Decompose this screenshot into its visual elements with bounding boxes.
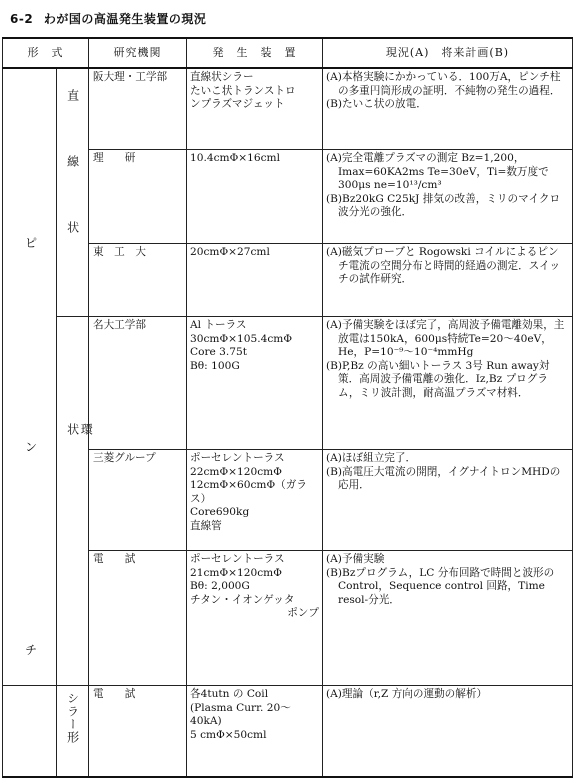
institution-cell: 電 試 — [89, 686, 187, 778]
device-line: 30cmΦ×105.4cmΦ — [190, 332, 293, 345]
device-line: 20cmΦ×27cml — [190, 246, 270, 258]
type-pinch-char: チ — [25, 643, 38, 657]
institution-cell: 三菱グループ — [89, 450, 187, 551]
device-line: 21cmΦ×120cmΦ — [190, 566, 282, 579]
device-cell — [187, 150, 323, 244]
status-cell — [323, 150, 573, 244]
type-toroidal-cell — [57, 317, 94, 686]
device-cell — [187, 68, 323, 150]
table-title-text: わが国の高温発生装置の現況 — [43, 12, 207, 26]
table-number: 6-2 — [10, 12, 34, 26]
device-line: Bθ: 100G — [190, 359, 240, 372]
device-line: ポーセレントーラス — [190, 553, 285, 565]
status-line: (A)本格実験にかかっている．100万A，ピンチ柱の多重円筒形成の証明．不純物の発生の過程． — [326, 71, 561, 97]
status-line: (B)たいこ状の放電． — [326, 98, 427, 111]
type-toroidal-label: 環状 — [65, 423, 94, 615]
type-blank-cell — [3, 686, 57, 778]
device-line: 直線管 — [190, 519, 222, 532]
device-cell — [187, 450, 323, 551]
device-line: ポーセレントーラス — [190, 452, 285, 464]
header-institution: 研究機関 — [89, 38, 187, 68]
status-cell — [323, 244, 573, 317]
status-line: (A)予備実験をほぼ完了，高周波予備電離効果，主放電は150kA，600μs特続Te=20～40eV，He，P=10⁻⁹～10⁻⁴mmHg — [326, 319, 565, 359]
status-line: (A)理論（r,Z 方向の運動の解析） — [326, 688, 488, 700]
type-cylinder-cell — [57, 686, 89, 778]
type-cylinder-label: シラー形 — [65, 692, 80, 744]
device-line: Core 3.75t — [190, 346, 248, 359]
header-device: 発 生 装 置 — [187, 38, 323, 68]
device-line: Core690kg — [190, 506, 250, 519]
status-line: (A)ほぼ組立完了． — [326, 452, 417, 464]
status-table — [2, 37, 573, 778]
device-line: 5 cmΦ×50cml — [190, 728, 267, 741]
device-line: 10.4cmΦ×16cml — [190, 152, 280, 164]
institution-cell: 理 研 — [89, 150, 187, 244]
device-line: 直線状シラー — [190, 71, 254, 83]
device-line: 各4tutn の Coil — [190, 688, 269, 700]
status-line: (A)磁気プローブと Rogowski コイルによるピンチ電流の空間分布と時間的経過の測定．スイッチの試作研究． — [326, 246, 561, 286]
device-line: 22cmΦ×120cmΦ — [190, 465, 282, 478]
device-line: 12cmΦ×60cmΦ（ガラス） — [190, 479, 307, 505]
header-row — [3, 38, 573, 68]
table-row — [3, 317, 573, 450]
device-line: チタン・イオンゲッタ — [190, 593, 295, 606]
institution-cell: 阪大理・工学部 — [89, 68, 187, 150]
institution-cell: 東 工 大 — [89, 244, 187, 317]
device-cell — [187, 686, 323, 778]
institution-cell: 電 試 — [89, 551, 187, 686]
device-line: Bθ: 2,000G — [190, 580, 250, 593]
status-line: (B)高電圧大電流の開閉，イグナイトロンMHDの応用． — [326, 465, 561, 492]
status-line: (A)予備実験 — [326, 553, 385, 565]
table-title — [10, 10, 206, 27]
device-line: Al トーラス — [190, 319, 247, 331]
table-row — [3, 686, 573, 778]
device-line: ポンプ — [287, 607, 319, 620]
device-line: たいこ状トランストロ — [190, 84, 296, 97]
status-line: (B)Bz20kG C25kJ 排気の改善，ミリのマイクロ波分光の強化． — [326, 192, 561, 219]
device-cell — [187, 244, 323, 317]
type-pinch-char: ピ — [25, 236, 38, 250]
status-line: (A)完全電離プラズマの測定 Bz=1,200，Imax=60KA2ms Te=30eV，Ti=数万度で 300μs ne=10¹³/cm³ — [326, 152, 553, 192]
status-line: (B)Bzプログラム，LC 分布回路で時間と波形の Control，Sequence control 回路，Time resol-分光． — [326, 566, 558, 606]
type-pinch-cell — [3, 68, 57, 686]
type-linear-cell — [57, 68, 89, 317]
status-cell — [323, 686, 573, 778]
status-line: (B)P,Bz の高い細いトーラス 3号 Run away対策．高周波予備電離の強化．Iz,Bz プログラム，ミリ波計測，耐高温プラズマ材料． — [326, 359, 550, 399]
header-status: 現況(A) 将来計画(B) — [323, 38, 573, 68]
device-cell — [187, 551, 323, 686]
status-cell — [323, 551, 573, 686]
status-cell — [323, 68, 573, 150]
institution-cell: 名大工学部 — [89, 317, 187, 450]
device-cell — [187, 317, 323, 450]
type-linear-label: 直線状 — [65, 89, 80, 287]
device-line: ンプラズマジェット — [190, 98, 285, 111]
type-pinch-char: ン — [25, 440, 38, 454]
device-line: (Plasma Curr. 20～40kA) — [190, 701, 291, 728]
status-cell — [323, 317, 573, 450]
header-type: 形 式 — [3, 38, 89, 68]
table-row — [3, 68, 573, 150]
status-cell — [323, 450, 573, 551]
